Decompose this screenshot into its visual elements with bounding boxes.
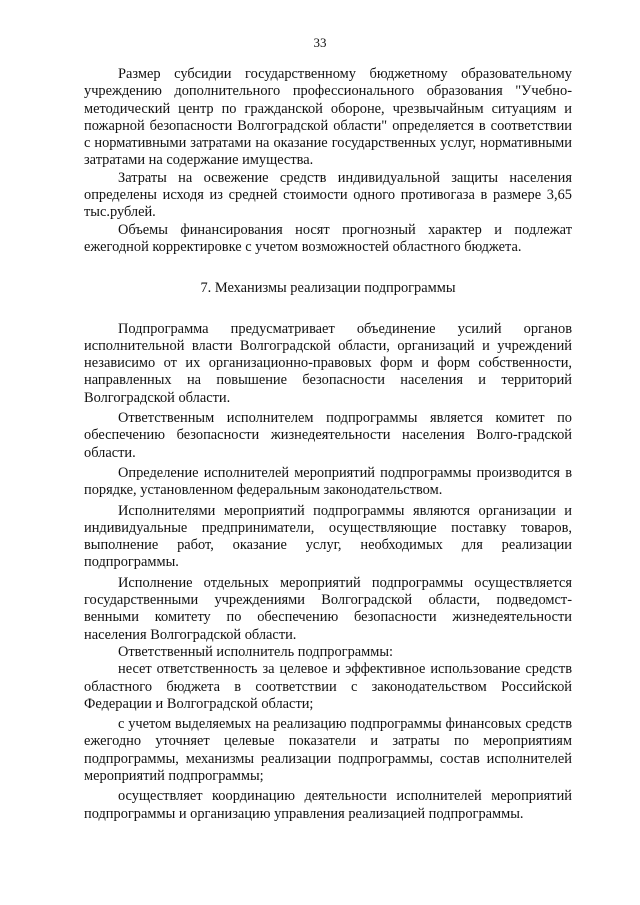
paragraph-executors: Исполнителями мероприятий подпрограммы являются организации и индивидуальные предприниматели, осуществляющие поставку товаров, выполнение работ, оказание услуг, необходимых для реализации подпрограммы. bbox=[84, 502, 572, 571]
paragraph-protective-equipment-costs: Затраты на освежение средств индивидуальной защиты населения определены исходя из средней стоимости одного противогаза в размере 3,65 тыс.рублей. bbox=[84, 169, 572, 221]
page-number: 33 bbox=[313, 35, 327, 50]
paragraph-subsidy-size: Размер субсидии государственному бюджетному образовательному учреждению дополнительного профессионального образования "Учебно-методический центр по гражданской обороне, чрезвычайным ситуациям и пожарной безопасности Волгоградской области" определяется в соответствии с нормативными затратами на оказание государственных услуг, нормативными затратами на содержание имущества. bbox=[84, 66, 572, 169]
paragraph-state-institutions: Исполнение отдельных мероприятий подпрограммы осуществляется государственными учреждениями Волгоградской области, подведомст-венными комитету по обеспечению безопасности жизнедеятельности населения Волгоградской области. bbox=[84, 574, 572, 643]
paragraph-responsible-executor: Ответственным исполнителем подпрограммы является комитет по обеспечению безопасности жизнедеятельности населения Волго-градской области. bbox=[84, 410, 572, 461]
paragraph-duty-coordination: осуществляет координацию деятельности исполнителей мероприятий подпрограммы и организацию управления реализацией подпрограммы. bbox=[84, 788, 572, 822]
paragraph-subprogram-scope: Подпрограмма предусматривает объединение усилий органов исполнительной власти Волгоградской области, организаций и учреждений независимо от их организационно-правовых форм и форм собственности, направленных на повышение безопасности населения и территорий Волгоградской области. bbox=[84, 320, 572, 406]
section-heading: 7. Механизмы реализации подпрограммы bbox=[200, 280, 456, 297]
paragraph-duty-responsibility: несет ответственность за целевое и эффективное использование средств областного бюджета в соответствии с законодательством Российской Федерации и Волгоградской области; bbox=[84, 661, 572, 712]
paragraph-executor-selection: Определение исполнителей мероприятий подпрограммы производится в порядке, установленном федеральным законодательством. bbox=[84, 464, 572, 499]
paragraph-executor-duties-intro: Ответственный исполнитель подпрограммы: bbox=[118, 643, 394, 660]
document-body bbox=[84, 66, 572, 823]
paragraph-duty-annual-update: с учетом выделяемых на реализацию подпрограммы финансовых средств ежегодно уточняет целевые показатели и затраты по мероприятиям подпрограммы, механизмы реализации подпрограммы, состав исполнителей мероприятий подпрограммы; bbox=[84, 716, 572, 784]
paragraph-financing-volumes: Объемы финансирования носят прогнозный характер и подлежат ежегодной корректировке с учетом возможностей областного бюджета. bbox=[84, 221, 572, 255]
